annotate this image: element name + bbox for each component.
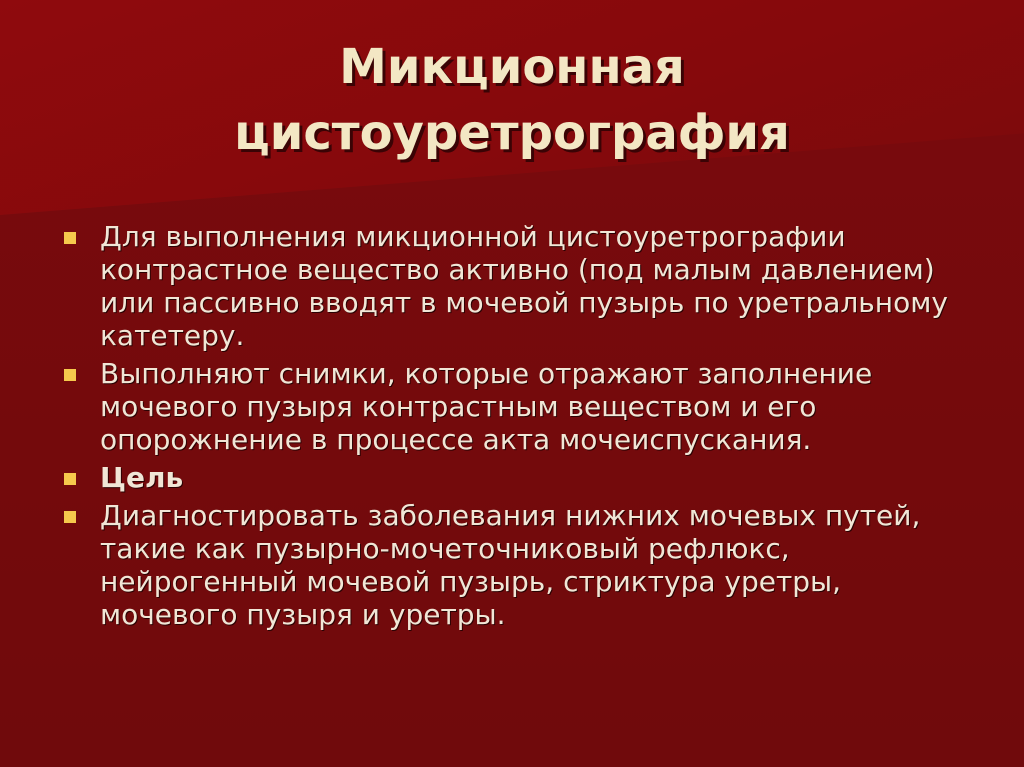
bullet-list	[58, 220, 968, 636]
square-bullet-icon	[64, 511, 76, 523]
square-bullet-icon	[64, 369, 76, 381]
bullet-text: Выполняют снимки, которые отражают заполнение мочевого пузыря контрастным веществом и его опорожнение в процессе акта мочеиспускания.	[100, 357, 873, 456]
bullet-item	[58, 220, 968, 352]
square-bullet-icon	[64, 232, 76, 244]
bullet-item	[58, 499, 968, 631]
slide-title-line-2: цистоуретрография	[234, 105, 790, 161]
slide-title	[0, 34, 1024, 166]
bullet-text: Диагностировать заболевания нижних мочевых путей, такие как пузырно-мочеточниковый рефлюкс, нейрогенный мочевой пузырь, стриктура уретры, мочевого пузыря и уретры.	[100, 499, 921, 631]
square-bullet-icon	[64, 473, 76, 485]
bullet-text: Цель	[100, 461, 184, 494]
bullet-item-heading	[58, 461, 968, 494]
bullet-item	[58, 357, 968, 456]
bullet-text: Для выполнения микционной цистоуретрографии контрастное вещество активно (под малым давлением) или пассивно вводят в мочевой пузырь по уретральному катетеру.	[100, 220, 948, 352]
slide-title-line-1: Микционная	[339, 39, 685, 95]
